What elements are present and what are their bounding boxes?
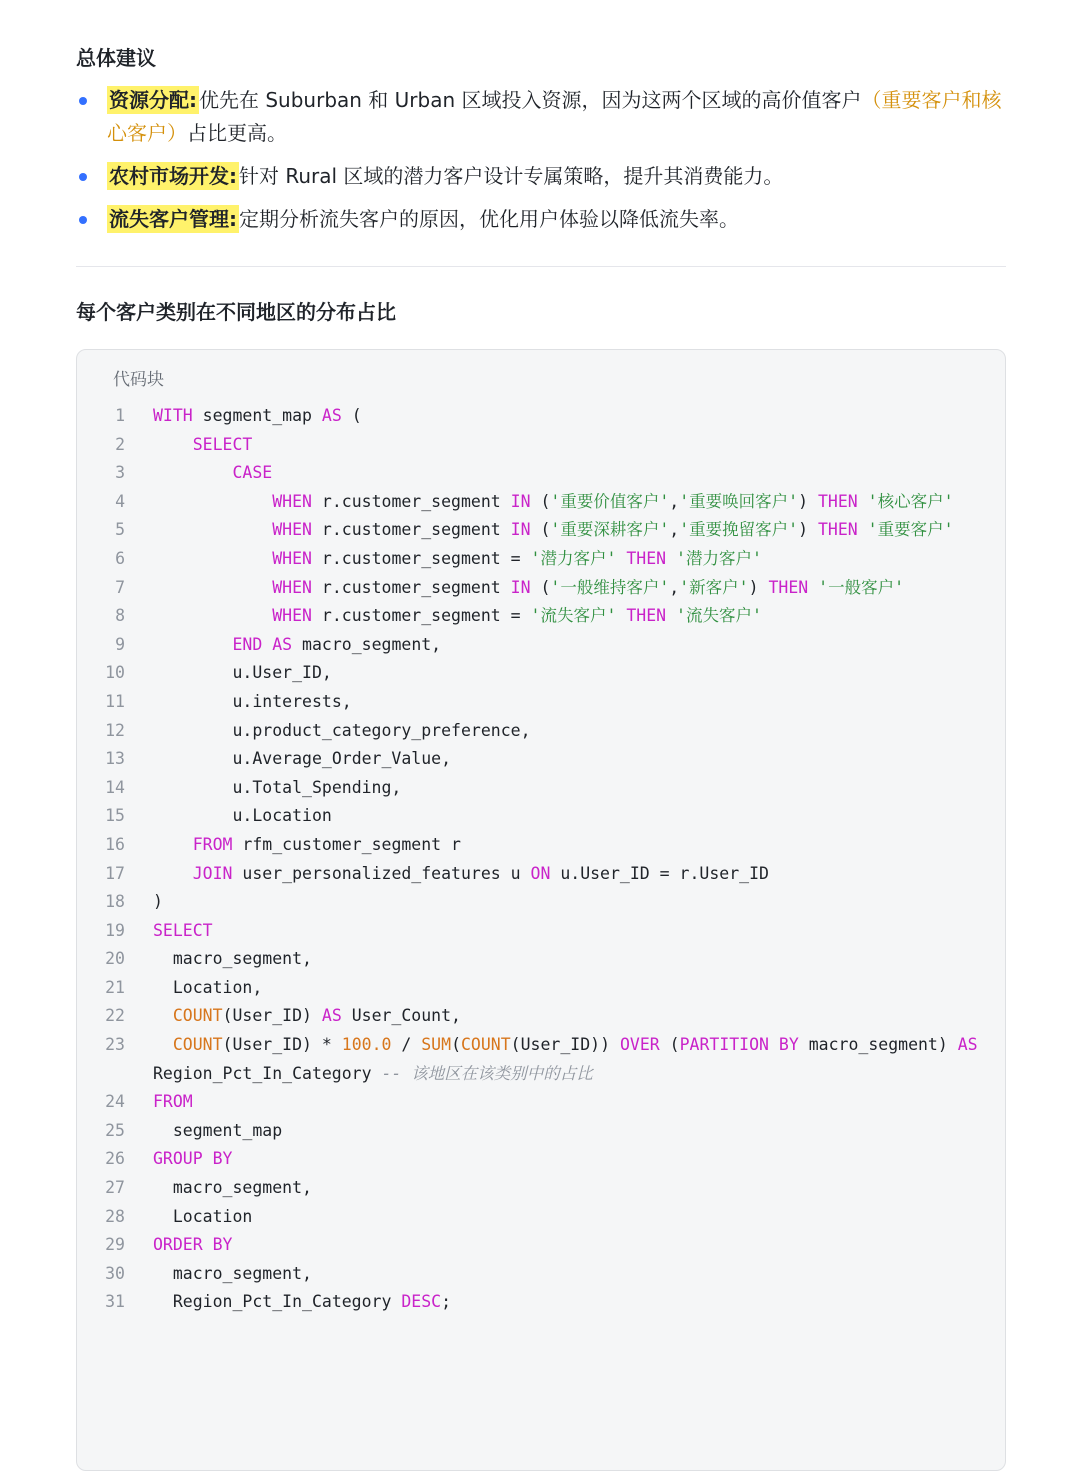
code-block-label: 代码块 [113, 370, 164, 390]
bullet-icon [79, 97, 87, 105]
code-line [77, 831, 1005, 860]
line-number: 11 [105, 691, 125, 711]
code-token: WHEN [272, 520, 312, 540]
code-text [153, 516, 983, 545]
line-number: 13 [105, 749, 125, 769]
code-token: u.Location [153, 806, 332, 826]
code-token: DESC [401, 1292, 442, 1312]
line-number: 1 [115, 406, 125, 425]
code-token: '一般客户' [818, 577, 905, 597]
code-token: r.customer_segment [311, 520, 511, 540]
code-line [77, 516, 1005, 545]
code-line [77, 688, 1005, 717]
code-token [153, 1006, 173, 1025]
label-text: 农村市场开发 [109, 164, 229, 188]
code-token: '重要客户' [867, 520, 954, 540]
code-line [77, 745, 1005, 774]
code-token [153, 635, 232, 654]
code-token: WHEN [272, 548, 312, 568]
code-text [153, 860, 983, 889]
code-token [616, 549, 626, 568]
line-number: 26 [105, 1149, 125, 1169]
code-token: ON [530, 863, 551, 883]
code-token: '新客户' [679, 577, 749, 597]
code-token [616, 606, 626, 625]
code-text [153, 1288, 983, 1317]
code-token: SELECT [192, 434, 253, 454]
line-number: 23 [105, 1035, 125, 1055]
code-token: User_Count, [341, 1006, 461, 1026]
code-token: THEN [626, 606, 667, 626]
code-token [153, 549, 272, 568]
line-number: 21 [105, 977, 125, 997]
code-token [153, 520, 272, 539]
code-token [153, 864, 193, 883]
code-token: 100.0 [341, 1035, 392, 1055]
line-number: 6 [115, 548, 125, 568]
suggestion-list [76, 84, 1006, 246]
code-token: segment_map [153, 1120, 283, 1140]
code-token [153, 1035, 173, 1054]
code-token: , [669, 520, 680, 540]
code-token: AS [272, 634, 293, 654]
code-line [77, 659, 1005, 688]
code-token: '流失客户' [676, 606, 762, 626]
code-token: COUNT [461, 1035, 511, 1055]
label-colon: : [189, 88, 197, 112]
code-text [153, 888, 983, 917]
code-token: WHEN [272, 491, 312, 511]
code-text [153, 574, 983, 603]
code-token: macro_segment, [153, 1178, 312, 1198]
code-text [153, 431, 983, 460]
code-token: r.customer_segment = [311, 606, 531, 626]
code-line [77, 1288, 1005, 1317]
line-number: 15 [105, 806, 125, 826]
code-line [77, 945, 1005, 974]
code-token: '流失客户' [530, 606, 617, 626]
code-token: IN [510, 520, 531, 540]
code-token [153, 578, 272, 597]
code-token: macro_segment, [153, 949, 312, 969]
line-number: 16 [105, 834, 125, 854]
code-token [262, 635, 272, 654]
suggestion-label [107, 86, 199, 114]
code-token: FROM [192, 834, 233, 854]
line-number: 18 [105, 892, 125, 912]
code-token: r.customer_segment [311, 491, 511, 511]
line-number: 14 [105, 777, 125, 797]
code-text [153, 831, 983, 860]
code-token: Region_Pct_In_Category [153, 1292, 402, 1312]
suggestion-label [107, 205, 239, 233]
code-text [153, 545, 983, 574]
label-colon: : [229, 207, 237, 231]
code-text [153, 802, 983, 831]
code-token: THEN [626, 548, 667, 568]
bullet-icon [79, 173, 87, 181]
code-token: u.Total_Spending, [153, 777, 402, 797]
code-line [77, 1031, 1005, 1088]
code-token: WHEN [272, 606, 312, 626]
line-number: 5 [115, 520, 125, 540]
line-number: 31 [105, 1292, 125, 1312]
code-token: THEN [817, 520, 858, 540]
code-line [77, 888, 1005, 917]
code-token: r.customer_segment [311, 577, 511, 597]
code-token: SELECT [153, 920, 213, 940]
line-number: 22 [105, 1006, 125, 1026]
code-text [153, 1203, 983, 1232]
line-number: 25 [105, 1120, 125, 1140]
line-number: 27 [105, 1178, 125, 1198]
code-token [153, 606, 272, 625]
line-number: 3 [115, 463, 125, 483]
code-line [77, 545, 1005, 574]
code-line [77, 1203, 1005, 1232]
code-token: macro_segment, [153, 1263, 312, 1283]
code-token [666, 606, 676, 625]
code-line [77, 1174, 1005, 1203]
code-text [153, 659, 983, 688]
code-text [153, 688, 983, 717]
code-token: u.User_ID, [153, 663, 332, 683]
code-text [153, 1231, 983, 1260]
code-line [77, 1260, 1005, 1289]
code-token: ( [530, 520, 551, 540]
code-line [77, 1231, 1005, 1260]
code-text [153, 631, 983, 660]
code-token: '潜力客户' [530, 548, 617, 568]
code-token: ( [341, 406, 362, 425]
code-token: COUNT [172, 1006, 223, 1026]
code-token [808, 578, 818, 597]
code-line [77, 802, 1005, 831]
code-text [153, 774, 983, 803]
code-text [153, 1002, 983, 1031]
code-token: , [669, 577, 680, 597]
code-token: AS [321, 406, 342, 425]
code-text [153, 488, 983, 517]
line-number: 8 [115, 606, 125, 626]
suggestion-text-tail: 占比更高。 [187, 121, 287, 145]
code-text [153, 602, 983, 631]
code-content[interactable] [77, 402, 1005, 1317]
code-token: r.customer_segment = [311, 548, 531, 568]
label-colon: : [229, 164, 237, 188]
line-number: 19 [105, 920, 125, 940]
code-token: u.interests, [153, 691, 352, 711]
suggestion-text: 优先在 Suburban 和 Urban 区域投入资源，因为这两个区域的高价值客户 [199, 88, 862, 112]
code-token: CASE [232, 463, 273, 483]
code-line [77, 459, 1005, 488]
code-token: COUNT [172, 1035, 223, 1055]
code-token [153, 835, 193, 854]
label-text: 流失客户管理 [109, 207, 229, 231]
code-token: user_personalized_features u [232, 863, 531, 883]
code-line [77, 402, 1005, 431]
code-token [153, 435, 193, 454]
code-token: Location [153, 1206, 253, 1226]
code-token: Region_Pct_In_Category [153, 1035, 988, 1083]
code-line [77, 602, 1005, 631]
code-token: '潜力客户' [676, 548, 762, 568]
code-token: Location, [153, 977, 263, 997]
code-token [858, 520, 868, 539]
code-token: THEN [768, 577, 809, 597]
line-number: 12 [105, 720, 125, 740]
suggestion-item [76, 84, 1006, 150]
code-text [153, 745, 983, 774]
code-token: ) [798, 491, 818, 511]
code-line [77, 1088, 1005, 1117]
line-number: 4 [115, 491, 125, 511]
suggestion-highlight-text: （重要客户和核心客户） [107, 88, 1002, 145]
line-number: 24 [105, 1092, 125, 1112]
code-token: '核心客户' [867, 491, 954, 511]
line-number: 17 [105, 863, 125, 883]
code-line [77, 974, 1005, 1003]
suggestion-label [107, 162, 239, 190]
line-number: 7 [115, 577, 125, 597]
code-text [153, 1145, 983, 1174]
code-token: u.Average_Order_Value, [153, 749, 452, 769]
code-token: macro_segment, [292, 634, 442, 654]
code-text [153, 459, 983, 488]
code-token [153, 492, 272, 511]
code-line [77, 774, 1005, 803]
code-token: u.product_category_preference, [153, 720, 531, 740]
code-token: '重要挽留客户' [679, 520, 799, 540]
bullet-icon [79, 216, 87, 224]
code-token: FROM [153, 1092, 193, 1112]
suggestion-item [76, 160, 1006, 193]
line-number: 2 [115, 434, 125, 454]
line-number: 30 [105, 1263, 125, 1283]
code-token: ; [441, 1292, 452, 1312]
code-token [153, 463, 232, 482]
code-token: IN [510, 491, 531, 511]
line-number: 29 [105, 1235, 125, 1255]
code-text [153, 945, 983, 974]
code-text [153, 1088, 983, 1117]
code-token [858, 492, 868, 511]
code-line [77, 860, 1005, 889]
code-token: segment_map [192, 406, 322, 425]
code-token: ORDER BY [153, 1235, 233, 1255]
code-token: (User_ID)) [510, 1035, 620, 1055]
code-text [153, 717, 983, 746]
suggestion-text: 针对 Rural 区域的潜力客户设计专属策略，提升其消费能力。 [239, 164, 784, 188]
code-text [153, 1117, 983, 1146]
code-text [153, 917, 983, 946]
code-token: WHEN [272, 577, 312, 597]
code-text [153, 974, 983, 1003]
code-line [77, 631, 1005, 660]
code-text [153, 1260, 983, 1289]
code-token: AS [321, 1006, 342, 1026]
code-token: '重要价值客户' [550, 491, 670, 511]
code-token: macro_segment) [798, 1035, 958, 1055]
code-token: / [391, 1035, 422, 1055]
code-token: '一般维持客户' [550, 577, 670, 597]
section-title-distribution: 每个客户类别在不同地区的分布占比 [76, 300, 396, 324]
code-block[interactable] [76, 349, 1006, 1471]
line-number: 10 [105, 663, 125, 683]
code-token [666, 549, 676, 568]
code-token: ( [530, 491, 551, 511]
code-line [77, 488, 1005, 517]
code-line [77, 917, 1005, 946]
code-token: END [232, 634, 263, 654]
code-token: ) [748, 577, 769, 597]
label-text: 资源分配 [109, 88, 189, 112]
line-number: 9 [115, 634, 125, 654]
code-token: SUM [421, 1035, 452, 1055]
suggestion-item [76, 203, 1006, 236]
code-token: ) [153, 892, 163, 912]
section-title-overall: 总体建议 [76, 46, 156, 70]
line-number: 20 [105, 949, 125, 969]
code-token: IN [510, 577, 531, 597]
code-token: -- 该地区在该类别中的占比 [381, 1063, 593, 1083]
code-token: u.User_ID = r.User_ID [550, 863, 769, 883]
code-token: JOIN [192, 863, 233, 883]
code-token: PARTITION BY [679, 1035, 799, 1055]
code-text [153, 402, 983, 431]
code-token: GROUP BY [153, 1149, 233, 1169]
code-text [153, 1174, 983, 1203]
code-token: AS [957, 1035, 978, 1055]
code-token: WITH [153, 406, 193, 425]
code-token: OVER [619, 1035, 660, 1055]
code-token: ( [659, 1035, 680, 1055]
code-line [77, 431, 1005, 460]
code-token: ) [798, 520, 818, 540]
code-token: '重要唤回客户' [679, 491, 799, 511]
code-token: (User_ID) * [222, 1035, 342, 1055]
code-token: , [669, 491, 680, 511]
code-line [77, 1117, 1005, 1146]
code-token: ( [530, 577, 551, 597]
code-line [77, 1002, 1005, 1031]
code-token: '重要深耕客户' [550, 520, 670, 540]
code-line [77, 1145, 1005, 1174]
code-token: rfm_customer_segment r [232, 834, 461, 854]
code-line [77, 574, 1005, 603]
suggestion-text: 定期分析流失客户的原因，优化用户体验以降低流失率。 [239, 207, 739, 231]
code-token: THEN [817, 491, 858, 511]
code-line [77, 717, 1005, 746]
code-token: ( [451, 1035, 461, 1055]
divider [76, 266, 1006, 267]
line-number: 28 [105, 1206, 125, 1226]
code-token: (User_ID) [222, 1006, 322, 1026]
code-text [153, 1031, 988, 1088]
